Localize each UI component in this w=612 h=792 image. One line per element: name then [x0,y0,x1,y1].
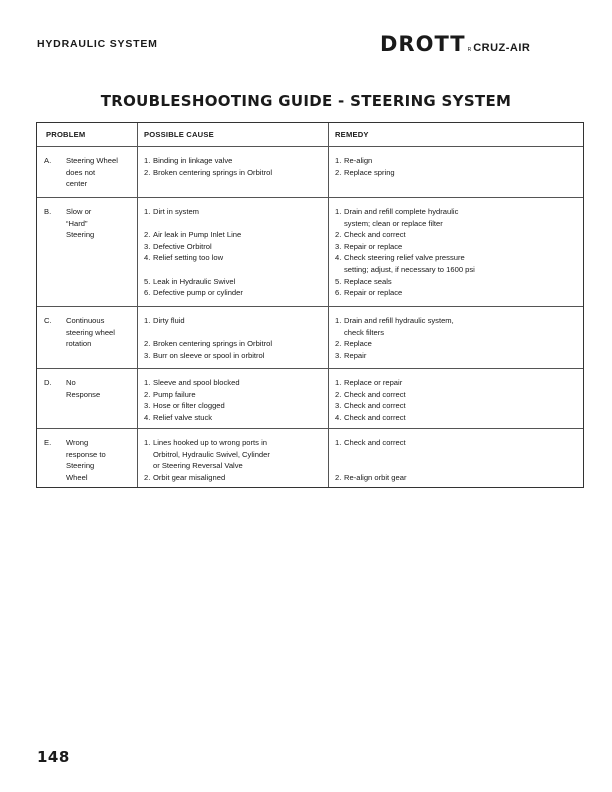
remedy-item [335,315,577,327]
cause-text: Relief valve stuck [153,412,213,422]
problem-line: does not [66,167,96,177]
problem-letter: A. [44,156,52,165]
remedy-number: 2. [335,389,342,399]
remedy-text: Check and correct [344,412,406,422]
problem-text [66,155,118,191]
cause-number: 2. [144,389,151,399]
remedy-text: Re-align [344,156,373,165]
problem-text [66,437,106,481]
cause-item [144,252,322,264]
remedy-item [335,350,577,362]
remedy-item [335,241,577,253]
remedy-cell [329,429,583,487]
problem-line: Wrong [66,438,89,447]
problem-line: Steering [66,230,95,240]
brand-name: DROTT [380,32,466,56]
remedy-number [335,264,344,276]
cause-item [144,338,322,350]
remedy-item [335,327,577,339]
problem-line: Steering Wheel [66,156,118,165]
remedy-item [335,338,577,350]
cause-number [144,327,153,339]
problem-letter: E. [44,438,52,447]
cause-item [144,287,322,299]
cause-text: or Steering Reversal Valve [153,461,243,471]
remedy-text: setting; adjust, if necessary to 1600 psi [344,264,475,274]
cause-item [144,389,322,401]
cause-cell [138,307,329,368]
model-name: CRUZ-AIR [473,42,531,54]
problem-line: No [66,378,76,387]
cause-text: Broken centering springs in Orbitrol [153,339,273,349]
cause-item [144,241,322,253]
cause-text: Hose or filter clogged [153,401,225,411]
cause-number: 3. [144,241,151,251]
cause-item [144,437,322,449]
cause-text: Binding in linkage valve [153,156,233,165]
cause-item [144,460,322,472]
cause-item [144,412,322,424]
remedy-text: Drain and refill complete hydraulic [344,207,459,216]
remedy-text: Re-align orbit gear [344,472,407,482]
remedy-number [335,218,344,230]
remedy-number: 1. [335,438,342,447]
cause-number: 6. [144,288,151,298]
cause-item [144,472,322,484]
cause-item [144,449,322,461]
cause-item [144,206,322,218]
problem-text [66,315,115,362]
cause-text: Burr on sleeve or spool in orbitrol [153,350,265,360]
remedy-item [335,472,577,484]
page-title: TROUBLESHOOTING GUIDE - STEERING SYSTEM [100,92,512,110]
remedy-text: Repair or replace [344,288,403,298]
column-header-problem: PROBLEM [37,123,138,146]
cause-text: Lines hooked up to wrong ports in [153,438,267,447]
cause-item [144,400,322,412]
cause-cell [138,147,329,197]
cause-text: Defective pump or cylinder [153,288,243,298]
remedy-item [335,449,577,461]
remedy-text: Replace or repair [344,378,403,387]
cause-number: 2. [144,472,151,482]
cause-text: Defective Orbitrol [153,241,212,251]
cause-item [144,218,322,230]
cause-text: Sleeve and spool blocked [153,378,240,387]
table-row [37,197,583,306]
cause-text: Broken centering springs in Orbitrol [153,167,273,177]
problem-line: steering wheel [66,327,115,337]
cause-number: 2. [144,230,151,240]
remedy-number: 3. [335,241,342,251]
problem-cell [37,307,138,368]
cause-text: Pump failure [153,389,196,399]
remedy-text: Replace spring [344,167,395,177]
problem-cell [37,147,138,197]
table-row [37,428,583,487]
remedy-number [335,327,344,339]
cause-item [144,276,322,288]
problem-line: Response [66,389,101,399]
cause-text: Dirty fluid [153,316,185,325]
table-body [37,146,583,487]
remedy-number [335,449,344,461]
cause-text: Dirt in system [153,207,199,216]
remedy-number: 6. [335,288,342,298]
cause-number [144,264,153,276]
remedy-item [335,287,577,299]
cause-text: Leak in Hydraulic Swivel [153,276,236,286]
cause-item [144,229,322,241]
cause-text: Orbit gear misaligned [153,472,226,482]
cause-number: 2. [144,339,151,349]
remedy-item [335,218,577,230]
cause-item [144,377,322,389]
remedy-text: Drain and refill hydraulic system, [344,316,454,325]
remedy-cell [329,198,583,306]
cause-item [144,155,322,167]
cause-cell [138,429,329,487]
remedy-cell [329,369,583,428]
table-row [37,146,583,197]
remedy-number: 1. [335,207,342,216]
cause-number: 4. [144,412,151,422]
remedy-text: Replace [344,339,372,349]
cause-item [144,264,322,276]
table-header-row [37,123,583,146]
remedy-text: Check and correct [344,389,406,399]
remedy-number: 4. [335,412,342,422]
remedy-number: 1. [335,378,342,387]
remedy-item [335,155,577,167]
remedy-item [335,412,577,424]
cause-number: 5. [144,276,151,286]
problem-line: response to [66,449,106,459]
remedy-text: Check and correct [344,438,406,447]
cause-number: 1. [144,438,151,447]
cause-number: 1. [144,316,151,325]
remedy-item [335,229,577,241]
remedy-number: 3. [335,350,342,360]
remedy-number: 2. [335,167,342,177]
remedy-text: Check steering relief valve pressure [344,253,465,263]
cause-number [144,449,153,461]
remedy-number: 1. [335,316,342,325]
problem-line: Slow or [66,207,92,216]
remedy-item [335,460,577,472]
cause-text: Air leak in Pump Inlet Line [153,230,242,240]
remedy-text: system; clean or replace filter [344,218,443,228]
cause-item [144,327,322,339]
cause-cell [138,369,329,428]
remedy-item [335,437,577,449]
cause-number: 1. [144,207,151,216]
problem-letter: B. [44,207,52,216]
cause-cell [138,198,329,306]
remedy-number: 2. [335,339,342,349]
problem-line: Steering [66,461,95,471]
table-row [37,368,583,428]
remedy-text: Check and correct [344,230,406,240]
cause-number: 3. [144,350,151,360]
page-number: 148 [37,748,70,766]
problem-line: “Hard” [66,218,88,228]
remedy-number: 1. [335,156,342,165]
remedy-item [335,264,577,276]
cause-item [144,167,322,179]
problem-cell [37,429,138,487]
remedy-item [335,252,577,264]
remedy-text: Repair or replace [344,241,403,251]
remedy-item [335,206,577,218]
cause-item [144,315,322,327]
cause-number: 1. [144,378,151,387]
remedy-cell [329,147,583,197]
remedy-text: Replace seals [344,276,392,286]
remedy-item [335,276,577,288]
cause-text: Orbitrol, Hydraulic Swivel, Cylinder [153,449,270,459]
cause-number: 2. [144,167,151,177]
remedy-text: Check and correct [344,401,406,411]
brand-logo [380,32,530,56]
remedy-cell [329,307,583,368]
troubleshooting-table [36,122,584,488]
column-header-cause: POSSIBLE CAUSE [138,123,329,146]
problem-line: Wheel [66,472,88,482]
column-header-remedy: REMEDY [335,130,369,139]
remedy-number: 4. [335,253,342,263]
remedy-number: 3. [335,401,342,411]
remedy-text: check filters [344,327,385,337]
remedy-item [335,389,577,401]
problem-cell [37,198,138,306]
problem-text [66,377,100,422]
cause-number: 1. [144,156,151,165]
remedy-number: 2. [335,472,342,482]
section-header: HYDRAULIC SYSTEM [37,38,158,50]
remedy-number [335,460,344,472]
registered-mark: R [467,47,472,53]
cause-number [144,460,153,472]
cause-item [144,350,322,362]
problem-letter: C. [44,316,52,325]
remedy-item [335,400,577,412]
table-row [37,306,583,368]
cause-number: 3. [144,401,151,411]
remedy-item [335,167,577,179]
cause-number: 4. [144,253,151,263]
problem-letter: D. [44,378,52,387]
remedy-text: Repair [344,350,367,360]
remedy-number: 5. [335,276,342,286]
problem-text [66,206,94,300]
cause-number [144,218,153,230]
problem-line: rotation [66,339,92,349]
problem-line: Continuous [66,316,105,325]
cause-text: Relief setting too low [153,253,224,263]
problem-cell [37,369,138,428]
problem-line: center [66,179,88,189]
remedy-item [335,377,577,389]
remedy-number: 2. [335,230,342,240]
